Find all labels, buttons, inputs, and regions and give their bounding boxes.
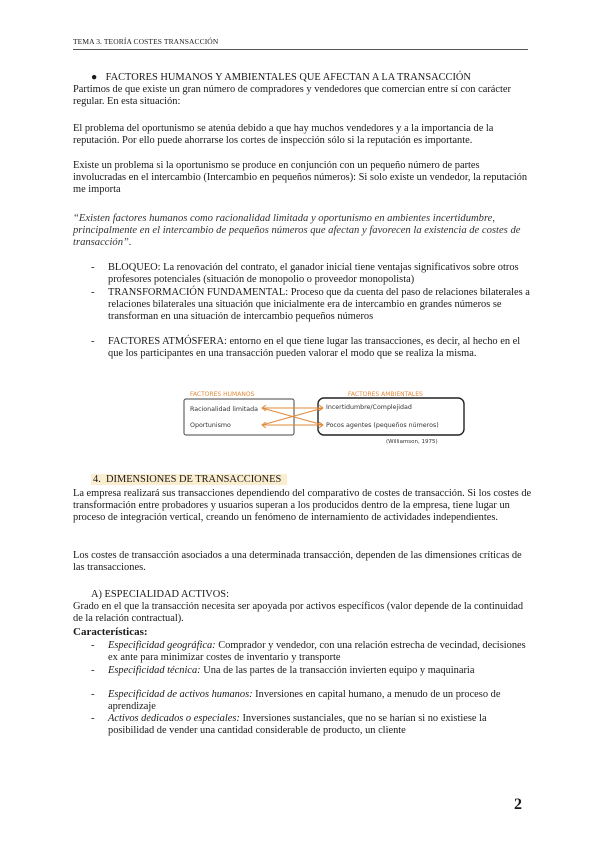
list-item-transformacion: TRANSFORMACIÓN FUNDAMENTAL: Proceso que da cuenta del paso de relaciones bilaterales a relaciones bilaterales una situación que inicialmente era de intercambio en grandes números se transforman en una situación de intercambio pequeños números	[108, 287, 530, 322]
header-divider	[73, 49, 528, 50]
factors-diagram	[180, 388, 500, 458]
header-title: TEMA 3. TEORÍA COSTES TRANSACCIÓN	[73, 37, 219, 46]
section1-heading-row	[91, 72, 531, 84]
char-term: Especificidad técnica:	[108, 665, 201, 676]
char-text: Inversiones en capital humano, a menudo de un proceso de aprendizaje	[108, 689, 501, 712]
dash-marker: -	[91, 287, 95, 298]
section4-heading: DIMENSIONES DE TRANSACCIONES	[106, 474, 282, 485]
section4-heading-row	[91, 474, 287, 486]
char-item-humanos	[108, 689, 533, 713]
subsection-a-intro: Grado en el que la transacción necesita ser apoyada por activos específicos (valor depende de la continuidad de la relación contractual).	[73, 601, 524, 624]
char-item-dedicados	[108, 713, 533, 737]
char-term: Especificidad de activos humanos:	[108, 689, 253, 700]
subsection-a-heading: A) ESPECIALIDAD ACTIVOS:	[91, 589, 229, 600]
item-pocos-agentes: Pocos agentes (pequeños números)	[326, 422, 439, 429]
section4-number: 4.	[93, 474, 101, 485]
item-oportunismo: Oportunismo	[190, 422, 231, 429]
char-term: Activos dedicados o especiales:	[108, 713, 240, 724]
list-item-bloqueo: BLOQUEO: La renovación del contrato, el ganador inicial tiene ventajas significativos sobre otros profesores potenciales (situación de monopolio o proveedor monopolista)	[108, 262, 519, 285]
dash-marker: -	[91, 336, 95, 347]
item-incertidumbre: Incertidumbre/Complejidad	[326, 404, 412, 411]
box-human-factors	[184, 399, 294, 435]
section1-para2: Existe un problema si la oportunismo se produce en conjunción con un pequeño número de partes involucradas en el intercambio (Intercambio en pequeños números): Si solo existe un vendedor, la reputación me importa	[73, 160, 528, 195]
dash-marker: -	[91, 689, 95, 700]
section1-quote: “Existen factores humanos como racionalidad limitada y oportunismo en ambientes incertidumbre, principalmente en el intercambio de pequeños números que afectan y favorecen la existencia de costes de transacción”.	[73, 213, 521, 248]
dash-marker: -	[91, 665, 95, 676]
section1-para1: El problema del oportunismo se atenúa debido a que hay muchos vendedores y a la importancia de la reputación. Por ello puede ahorrarse los cortes de inspección sólo si la reputación es importante.	[73, 123, 494, 146]
label-human-factors: FACTORES HUMANOS	[190, 391, 255, 398]
char-term: Especificidad geográfica:	[108, 640, 216, 651]
list-item-atmosfera: FACTORES ATMÓSFERA: entorno en el que tiene lugar las transacciones, es decir, al hecho en el que los participantes en una transacción pueden valorar el modo que se realiza la misma.	[108, 336, 521, 359]
characteristics-title: Características:	[73, 626, 148, 638]
dash-marker: -	[91, 262, 95, 273]
char-item-geografica	[108, 640, 533, 664]
section4-para1: La empresa realizará sus transacciones dependiendo del comparativo de costes de transacción. Si los costes de transformación entre probadores y usuarios superan a los producidos dentro de la empresa, tiene lugar un proceso de integración vertical, creando un fenómeno de internamiento de actividades independientes.	[73, 488, 532, 523]
diagram-caption: (Williamson, 1975)	[386, 439, 438, 445]
char-text: Inversiones sustanciales, que no se harían si no existiese la posibilidad de vender una cantidad considerable de producto, un cliente	[108, 713, 487, 736]
dash-marker: -	[91, 640, 95, 651]
page-number: 2	[514, 796, 522, 813]
bullet-icon: ●	[91, 72, 98, 83]
char-text: Comprador y vendedor, con una relación estrecha de vecindad, decisiones ex ante para minimizar costes de inventario y transporte	[108, 640, 526, 663]
label-environmental-factors: FACTORES AMBIENTALES	[348, 391, 423, 398]
section4-para2: Los costes de transacción asociados a una determinada transacción, dependen de las dimensiones críticas de las transacciones.	[73, 550, 522, 573]
section1-intro: Partimos de que existe un gran número de compradores y vendedores que comercian entre sí con carácter regular. En esta situación:	[73, 84, 511, 107]
char-text: Una de las partes de la transacción invierten equipo y maquinaria	[200, 665, 475, 676]
char-item-tecnica	[108, 665, 533, 677]
dash-marker: -	[91, 713, 95, 724]
section1-heading: FACTORES HUMANOS Y AMBIENTALES QUE AFECTAN A LA TRANSACCIÓN	[105, 72, 471, 83]
arrows-icon	[262, 405, 323, 428]
section4-highlight	[91, 474, 287, 485]
item-racionalidad: Racionalidad limitada	[190, 406, 258, 413]
